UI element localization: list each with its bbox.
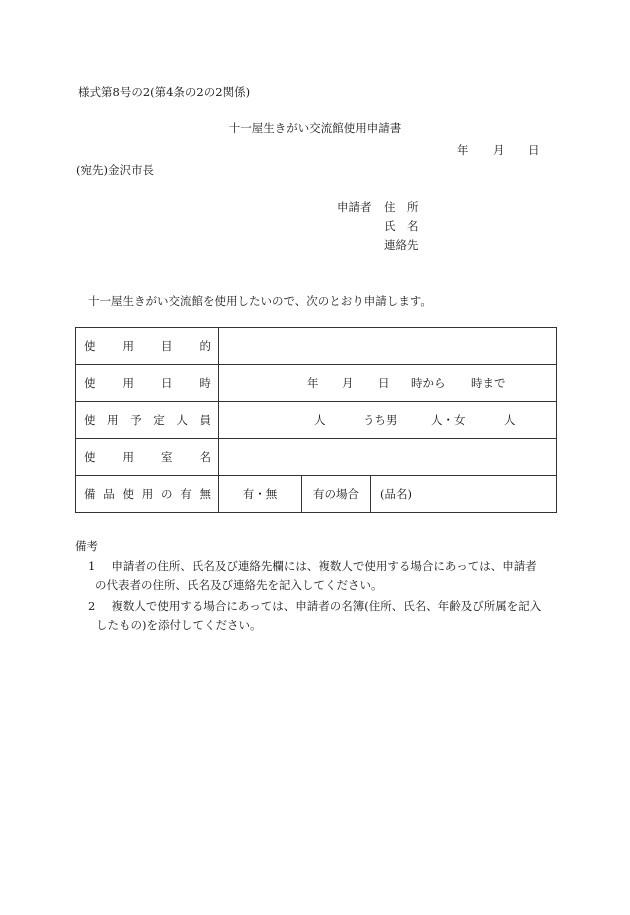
note-1-continued: の代表者の住所、氏名及び連絡先を記入してください。 — [95, 578, 383, 592]
equipment-item-name[interactable]: (品名) — [380, 487, 412, 501]
row-datetime — [76, 365, 557, 402]
equipment-field — [219, 476, 557, 513]
form-title: 十一屋生きがい交流館使用申請書 — [228, 121, 402, 135]
row-people — [76, 402, 557, 439]
purpose-label: 使 用 目 的 — [76, 328, 219, 365]
note-1-number: 1 — [88, 559, 96, 573]
row-equipment — [76, 476, 557, 513]
intro-text: 十一屋生きがい交流館を使用したいので、次のとおり申請します。 — [88, 294, 432, 308]
application-table — [75, 327, 557, 513]
row-room — [76, 439, 557, 476]
date-year-label: 年 — [457, 143, 469, 157]
people-field[interactable] — [219, 402, 557, 439]
note-2-text: 複数人で使用する場合にあっては、申請者の名簿(住所、氏名、年齢及び所属を記入 — [111, 599, 542, 613]
room-label: 使 用 室 名 — [76, 439, 219, 476]
note-2 — [88, 598, 541, 614]
purpose-field[interactable] — [219, 328, 557, 365]
datetime-field[interactable] — [219, 365, 557, 402]
equipment-yes-no[interactable]: 有・無 — [219, 476, 302, 512]
form-number: 様式第8号の2(第4条の2の2関係) — [78, 85, 251, 99]
datetime-label: 使 用 日 時 — [76, 365, 219, 402]
date-day-label: 日 — [528, 143, 540, 157]
note-2-continued: したもの)を添付してください。 — [96, 618, 262, 632]
equipment-label: 備 品 使 用 の 有 無 — [76, 476, 219, 513]
contact-label: 連絡先 — [384, 238, 419, 252]
row-purpose — [76, 328, 557, 365]
applicant-heading: 申請者 — [337, 200, 372, 214]
note-1-text: 申請者の住所、氏名及び連絡先欄には、複数人で使用する場合にあっては、申請者 — [111, 559, 537, 573]
people-male: うち男 — [363, 413, 398, 427]
datetime-from: 時から — [411, 376, 446, 390]
room-field[interactable] — [219, 439, 557, 476]
people-label: 使 用 予 定 人 員 — [76, 402, 219, 439]
equipment-if-yes: 有の場合 — [302, 476, 371, 512]
datetime-month: 月 — [342, 376, 354, 390]
people-female: 人・女 — [431, 413, 466, 427]
datetime-day: 日 — [378, 376, 390, 390]
note-2-number: 2 — [88, 599, 96, 613]
date-month-label: 月 — [493, 143, 505, 157]
name-label: 氏 名 — [384, 219, 419, 233]
address-label: 住 所 — [384, 200, 419, 214]
people-total-unit: 人 — [314, 413, 326, 427]
note-1 — [88, 558, 537, 574]
datetime-until: 時まで — [471, 376, 506, 390]
people-female-unit: 人 — [504, 413, 516, 427]
notes-heading: 備考 — [75, 539, 98, 553]
datetime-year: 年 — [307, 376, 319, 390]
addressee: (宛先)金沢市長 — [76, 163, 154, 177]
